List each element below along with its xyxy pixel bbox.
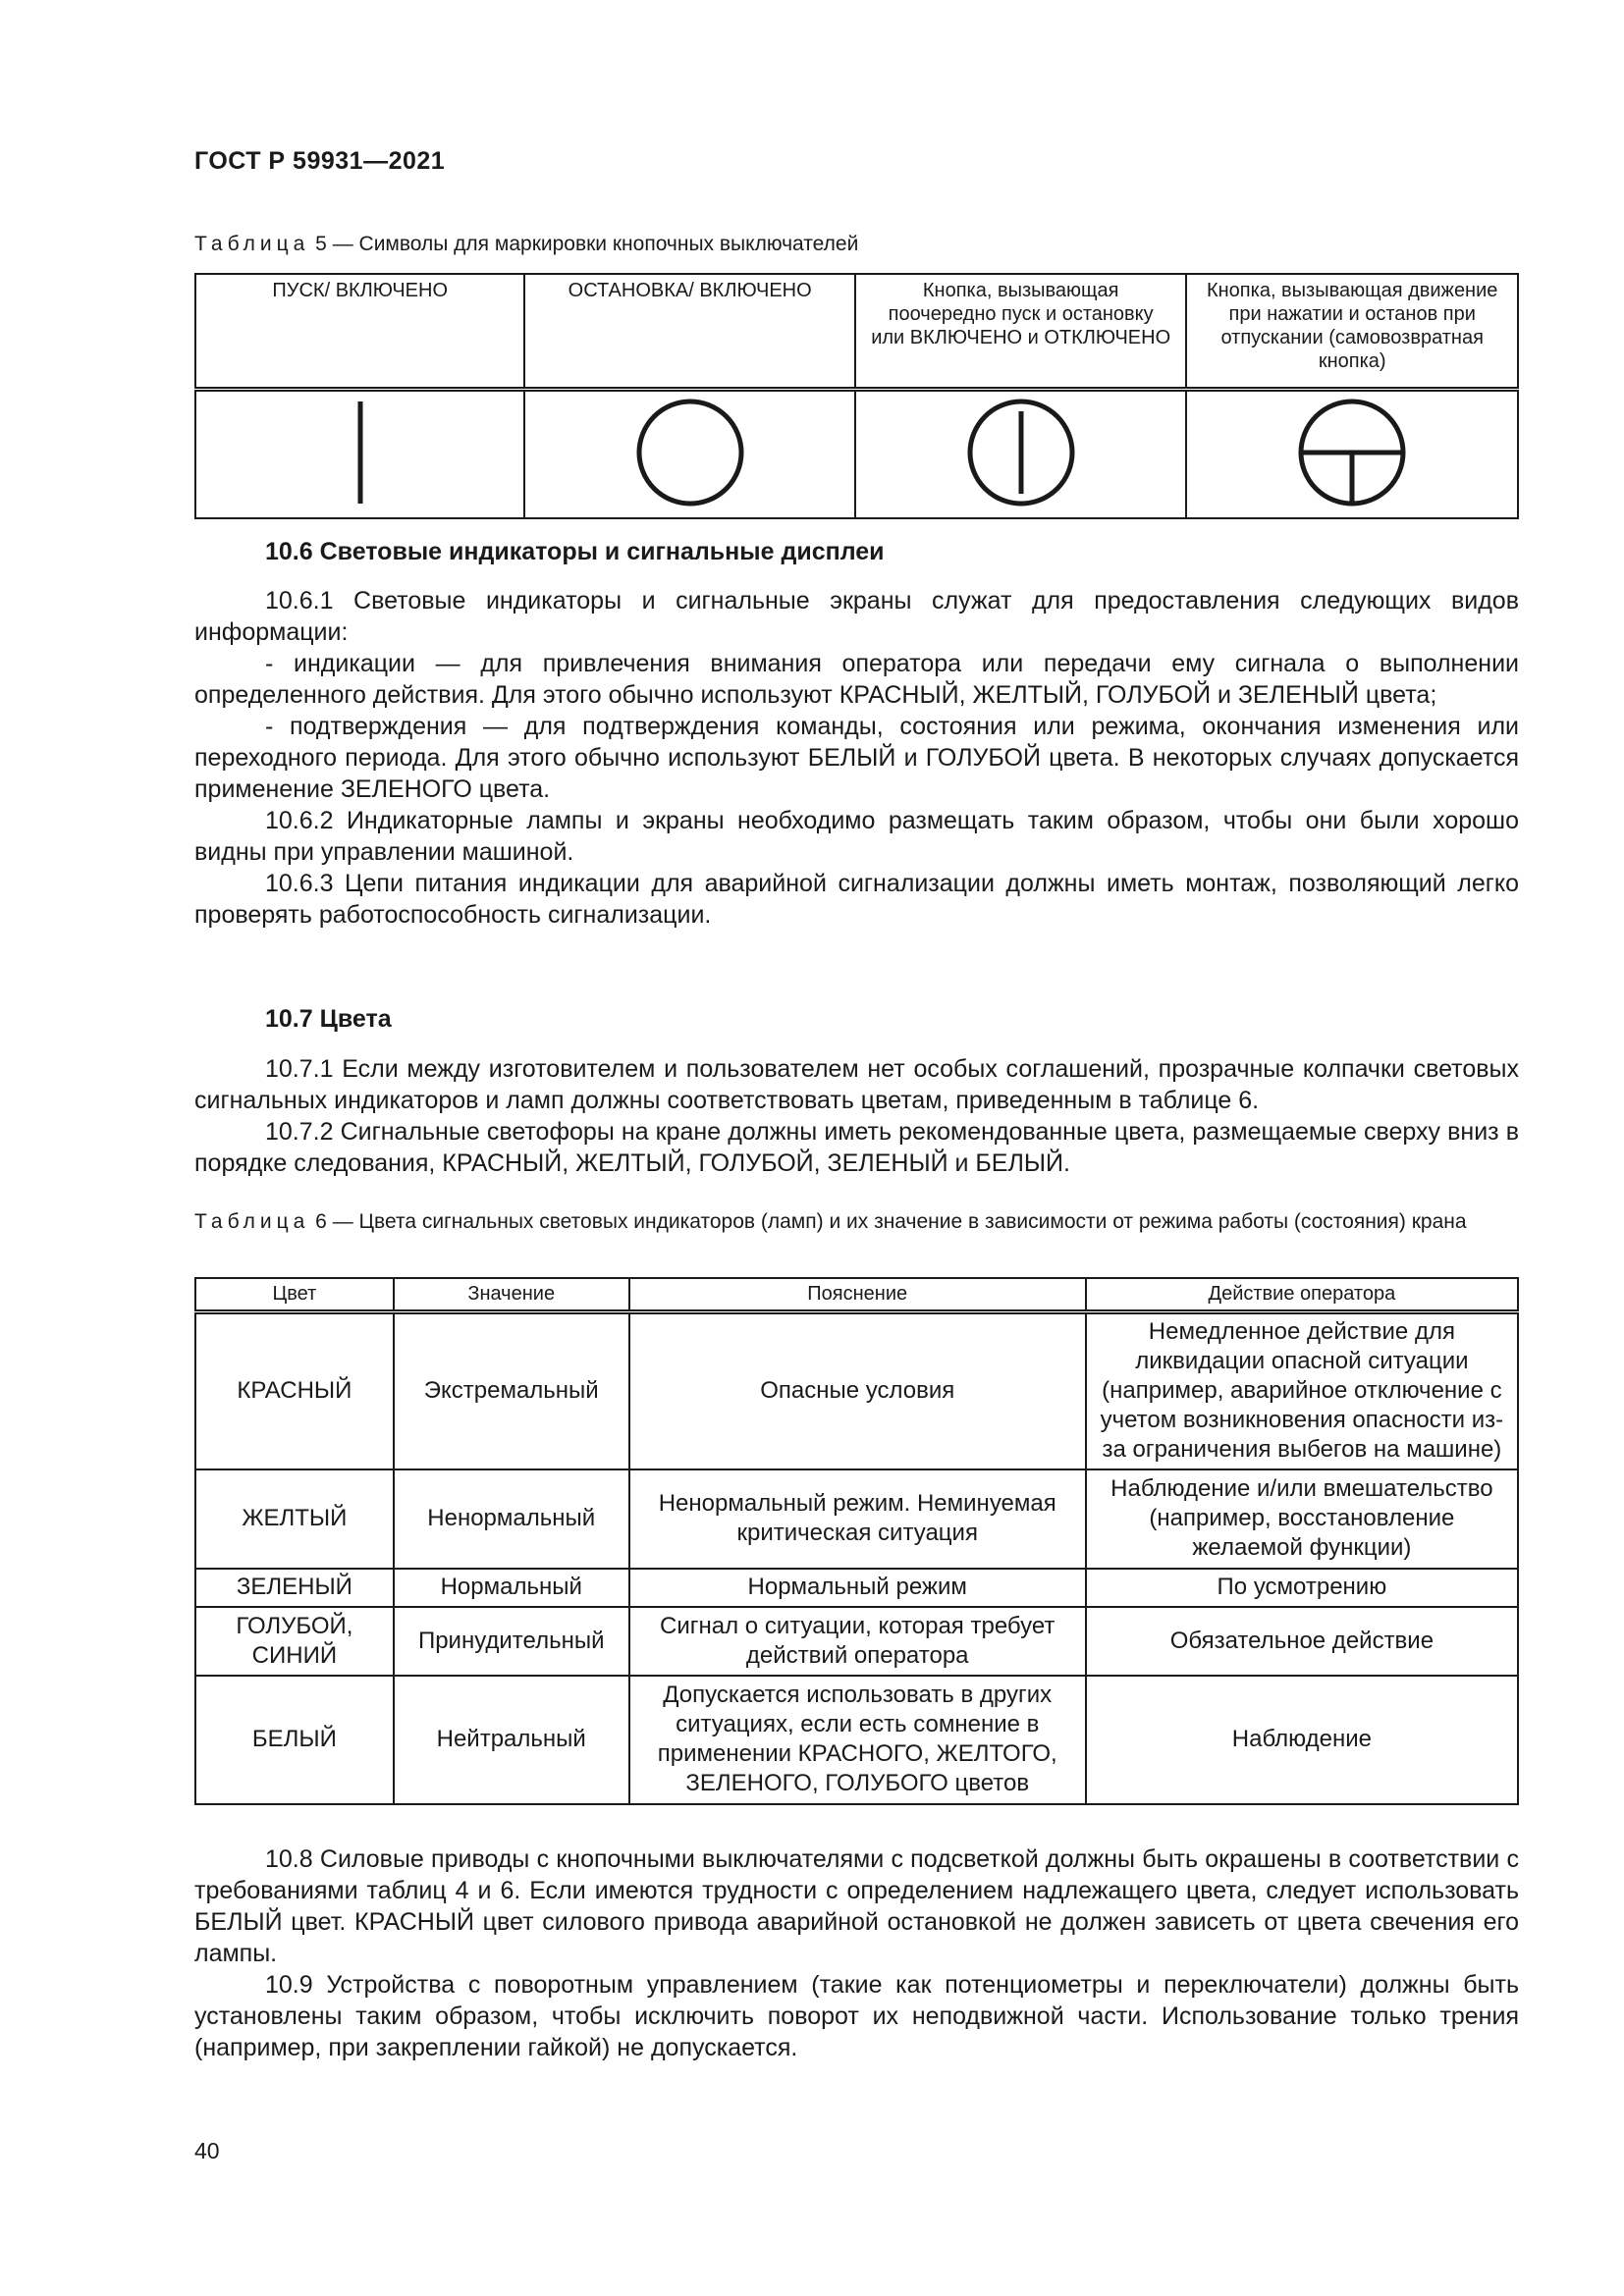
color-cell: КРАСНЫЙ — [195, 1312, 394, 1469]
section-10-7-heading: 10.7 Цвета — [265, 1005, 392, 1033]
table-row — [195, 1469, 1518, 1569]
table-row — [195, 1569, 1518, 1607]
table-row — [195, 1607, 1518, 1676]
start-stop-toggle-symbol-icon — [962, 394, 1080, 511]
paragraph-10-8: 10.8 Силовые приводы с кнопочными выключателями с подсветкой должны быть окрашены в соответствии с требованиями таблиц 4 и 6. Если имеются трудности с определением надлежащего цвета, следует использовать БЕЛЫЙ цвет. КРАСНЫЙ цвет силового привода аварийной остановкой не должен зависеть от цвета свечения его лампы. — [194, 1845, 1519, 1967]
explanation-cell: Допускается использовать в других ситуациях, если есть сомнение в применении КРАСНОГО, ЖЕЛТОГО, ЗЕЛЕНОГО, ГОЛУБОГО цветов — [629, 1676, 1086, 1804]
section-10-6-body — [194, 585, 1519, 931]
table5-caption-title: 5 — Символы для маркировки кнопочных выключателей — [309, 233, 859, 255]
color-cell: БЕЛЫЙ — [195, 1676, 394, 1804]
explanation-cell: Ненормальный режим. Неминуемая критическая ситуация — [629, 1469, 1086, 1569]
stop-symbol-icon — [631, 394, 749, 511]
table6-header-meaning: Значение — [394, 1278, 629, 1312]
explanation-cell: Нормальный режим — [629, 1569, 1086, 1607]
explanation-cell: Сигнал о ситуации, которая требует действий оператора — [629, 1607, 1086, 1676]
table5-col-start: ПУСК/ ВКЛЮЧЕНО — [195, 274, 524, 390]
operator-action-cell: Немедленное действие для ликвидации опасной ситуации (например, аварийное отключение с учетом возникновения опасности из-за ограничения выбегов на машине) — [1086, 1312, 1518, 1469]
section-10-6-heading: 10.6 Световые индикаторы и сигнальные дисплеи — [265, 538, 885, 565]
paragraph-10-6-2: 10.6.2 Индикаторные лампы и экраны необходимо размещать таким образом, чтобы они были хорошо видны при управлении машиной. — [194, 807, 1519, 866]
table5-symbol-cell-start — [195, 390, 524, 519]
color-cell: ЗЕЛЕНЫЙ — [195, 1569, 394, 1607]
paragraph-10-7-2: 10.7.2 Сигнальные светофоры на кране должны иметь рекомендованные цвета, размещаемые сверху вниз в порядке следования, КРАСНЫЙ, ЖЕЛТЫЙ, ГОЛУБОЙ, ЗЕЛЕНЫЙ и БЕЛЫЙ. — [194, 1118, 1519, 1177]
paragraph-10-6-3: 10.6.3 Цепи питания индикации для аварийной сигнализации должны иметь монтаж, позволяющий легко проверять работоспособность сигнализации. — [194, 870, 1519, 929]
table5-col-stop: ОСТАНОВКА/ ВКЛЮЧЕНО — [524, 274, 854, 390]
table5-caption — [194, 230, 858, 259]
table5-col-hold: Кнопка, вызывающая движение при нажатии и останов при отпускании (самовозвратная кнопка) — [1186, 274, 1518, 390]
meaning-cell: Ненормальный — [394, 1469, 629, 1569]
paragraph-10-7-1: 10.7.1 Если между изготовителем и пользователем нет особых соглашений, прозрачные колпачки световых сигнальных индикаторов и ламп должны соответствовать цветам, приведенным в таблице 6. — [194, 1055, 1519, 1114]
table5-col-toggle: Кнопка, вызывающая поочередно пуск и остановку или ВКЛЮЧЕНО и ОТКЛЮЧЕНО — [855, 274, 1186, 390]
table-row — [195, 1676, 1518, 1804]
table6-header-row — [195, 1278, 1518, 1312]
start-on-symbol-icon — [331, 394, 390, 511]
hold-to-run-symbol-icon — [1293, 394, 1411, 511]
section-10-7-body — [194, 1053, 1519, 1179]
table6-header-color: Цвет — [195, 1278, 394, 1312]
meaning-cell: Нормальный — [394, 1569, 629, 1607]
table6-caption — [194, 1207, 1519, 1237]
table5-symbol-cell-hold — [1186, 390, 1518, 519]
operator-action-cell: Наблюдение — [1086, 1676, 1518, 1804]
operator-action-cell: Наблюдение и/или вмешательство (например, восстановление желаемой функции) — [1086, 1469, 1518, 1569]
meaning-cell: Принудительный — [394, 1607, 629, 1676]
page-number: 40 — [194, 2138, 220, 2163]
table5-symbol-cell-toggle — [855, 390, 1186, 519]
meaning-cell: Нейтральный — [394, 1676, 629, 1804]
document-header: ГОСТ Р 59931—2021 — [194, 147, 446, 175]
table6-caption-title: 6 — Цвета сигнальных световых индикаторов (ламп) и их значение в зависимости от режима работы (состояния) крана — [309, 1210, 1467, 1233]
explanation-cell: Опасные условия — [629, 1312, 1086, 1469]
meaning-cell: Экстремальный — [394, 1312, 629, 1469]
table5-caption-label: Таблица — [194, 233, 310, 255]
table5-button-symbols — [194, 273, 1519, 519]
paragraph-10-6-1: 10.6.1 Световые индикаторы и сигнальные экраны служат для предоставления следующих видов информации: — [194, 587, 1519, 646]
sections-10-8-10-9-body — [194, 1843, 1519, 2063]
paragraph-confirmation: - подтверждения — для подтверждения команды, состояния или режима, окончания изменения или переходного периода. Для этого обычно используют БЕЛЫЙ и ГОЛУБОЙ цвета. В некоторых случаях допускается применение ЗЕЛЕНОГО цвета. — [194, 713, 1519, 803]
operator-action-cell: Обязательное действие — [1086, 1607, 1518, 1676]
paragraph-indication: - индикации — для привлечения внимания оператора или передачи ему сигнала о выполнении определенного действия. Для этого обычно используют КРАСНЫЙ, ЖЕЛТЫЙ, ГОЛУБОЙ и ЗЕЛЕНЫЙ цвета; — [194, 650, 1519, 709]
color-cell: ГОЛУБОЙ, СИНИЙ — [195, 1607, 394, 1676]
color-cell: ЖЕЛТЫЙ — [195, 1469, 394, 1569]
table6-caption-label: Таблица — [194, 1210, 310, 1233]
table5-symbol-cell-stop — [524, 390, 854, 519]
table6-signal-colors — [194, 1277, 1519, 1805]
paragraph-10-9: 10.9 Устройства с поворотным управлением (такие как потенциометры и переключатели) должны быть установлены таким образом, чтобы исключить поворот их неподвижной части. Использование только трения (например, при закреплении гайкой) не допускается. — [194, 1971, 1519, 2061]
table6-header-explanation: Пояснение — [629, 1278, 1086, 1312]
table-row — [195, 1312, 1518, 1469]
operator-action-cell: По усмотрению — [1086, 1569, 1518, 1607]
table6-header-operator-action: Действие оператора — [1086, 1278, 1518, 1312]
